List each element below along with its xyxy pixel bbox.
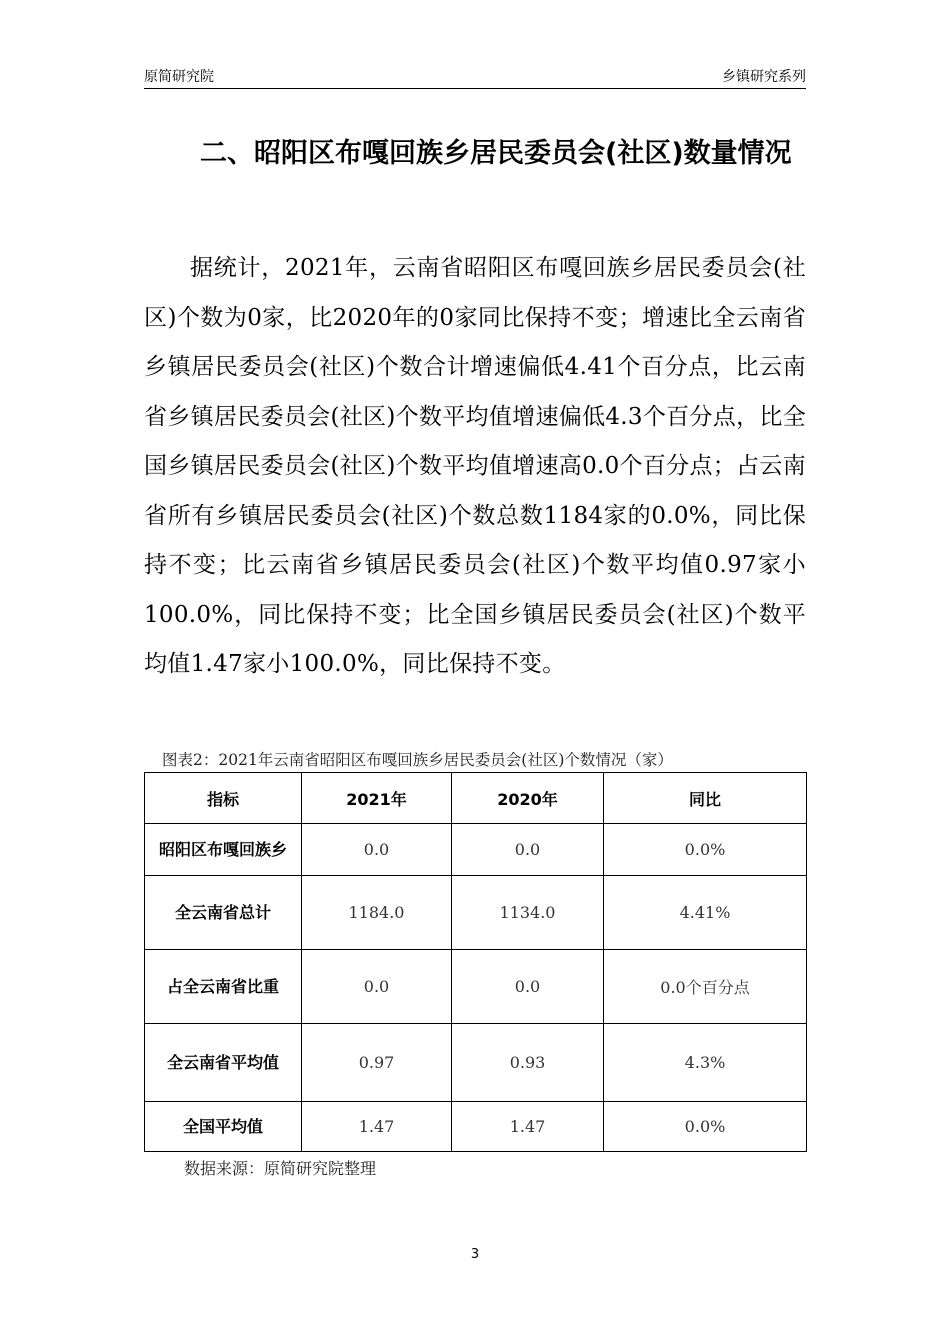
data-table (144, 772, 807, 1152)
header-series-name: 乡镇研究系列 (722, 69, 806, 85)
cell-2020: 0.93 (452, 1024, 604, 1102)
section-title: 二、昭阳区布嘎回族乡居民委员会(社区)数量情况 (200, 138, 792, 169)
cell-2021: 0.0 (302, 950, 452, 1024)
row-label: 全云南省平均值 (145, 1024, 302, 1102)
header-indicator: 指标 (145, 773, 302, 824)
header-org-name: 原简研究院 (144, 69, 214, 85)
table-row (145, 824, 807, 876)
header-divider (144, 88, 806, 89)
row-label: 昭阳区布嘎回族乡 (145, 824, 302, 876)
row-label: 全国平均值 (145, 1102, 302, 1152)
cell-yoy: 0.0% (604, 824, 807, 876)
header-yoy: 同比 (604, 773, 807, 824)
table-header-row (145, 773, 807, 824)
header-2021: 2021年 (302, 773, 452, 824)
page-number: 3 (470, 1247, 480, 1262)
body-paragraph: 据统计，2021年，云南省昭阳区布嘎回族乡居民委员会(社区)个数为0家，比2020年的0家同比保持不变；增速比全云南省乡镇居民委员会(社区)个数合计增速偏低4.41个百分点，比云南省乡镇居民委员会(社区)个数平均值增速偏低4.3个百分点，比全国乡镇居民委员会(社区)个数平均值增速高0.0个百分点；占云南省所有乡镇居民委员会(社区)个数总数1184家的0.0%，同比保持不变；比云南省乡镇居民委员会(社区)个数平均值0.97家小100.0%，同比保持不变；比全国乡镇居民委员会(社区)个数平均值1.47家小100.0%，同比保持不变。 (144, 255, 806, 677)
cell-2020: 0.0 (452, 824, 604, 876)
cell-2020: 1134.0 (452, 876, 604, 950)
row-label: 占全云南省比重 (145, 950, 302, 1024)
data-source-note: 数据来源：原简研究院整理 (184, 1159, 377, 1178)
table-row (145, 876, 807, 950)
cell-yoy: 4.3% (604, 1024, 807, 1102)
cell-2021: 0.97 (302, 1024, 452, 1102)
header-2020: 2020年 (452, 773, 604, 824)
table-row (145, 950, 807, 1024)
cell-yoy: 0.0% (604, 1102, 807, 1152)
row-label: 全云南省总计 (145, 876, 302, 950)
table-row (145, 1024, 807, 1102)
table-caption: 图表2：2021年云南省昭阳区布嘎回族乡居民委员会(社区)个数情况（家） (162, 751, 673, 769)
cell-2020: 1.47 (452, 1102, 604, 1152)
cell-yoy: 4.41% (604, 876, 807, 950)
cell-2021: 0.0 (302, 824, 452, 876)
cell-2021: 1184.0 (302, 876, 452, 950)
cell-yoy: 0.0个百分点 (604, 950, 807, 1024)
table-row (145, 1102, 807, 1152)
cell-2020: 0.0 (452, 950, 604, 1024)
cell-2021: 1.47 (302, 1102, 452, 1152)
